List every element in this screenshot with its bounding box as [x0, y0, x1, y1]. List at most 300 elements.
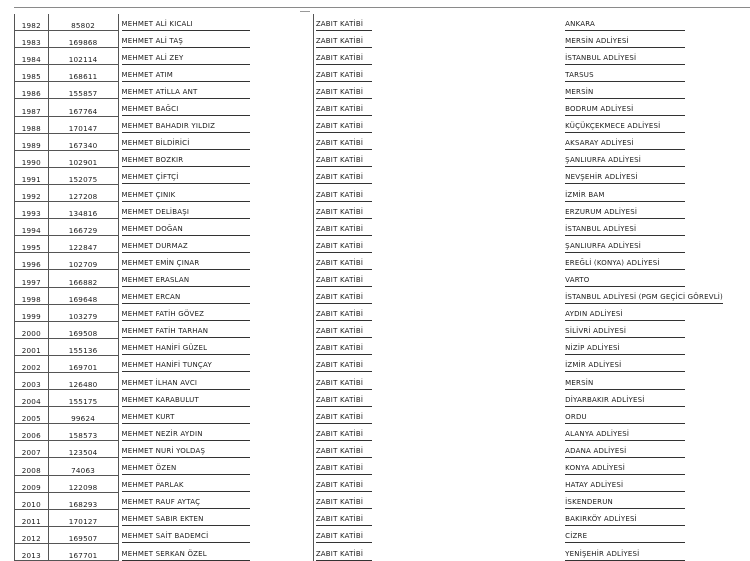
- sicil-number-cell: [48, 219, 118, 236]
- table-row: [15, 475, 750, 492]
- top-rule: [14, 7, 750, 8]
- person-name: MEHMET ALİ KICALI: [122, 20, 250, 31]
- workplace-cell: [563, 338, 749, 355]
- sicil-number: 99624: [71, 414, 96, 424]
- job-title: ZABIT KATİBİ: [316, 173, 372, 184]
- sicil-number-cell: [48, 14, 118, 31]
- workplace-cell: [563, 441, 749, 458]
- sicil-number-cell: [48, 65, 118, 82]
- workplace: AKSARAY ADLİYESİ: [565, 139, 685, 150]
- person-name: MEHMET ATİLLA ANT: [122, 88, 250, 99]
- job-title-cell: [313, 31, 563, 48]
- sicil-number: 169868: [68, 38, 98, 48]
- workplace: İSKENDERUN: [565, 498, 685, 509]
- row-number: 2004: [21, 397, 41, 407]
- sicil-number: 102114: [68, 55, 98, 65]
- person-name: MEHMET BAHADIR YILDIZ: [122, 122, 250, 133]
- workplace: MERSİN ADLİYESİ: [565, 37, 685, 48]
- job-title: ZABIT KATİBİ: [316, 71, 372, 82]
- table-row: [15, 304, 750, 321]
- workplace: KONYA ADLİYESİ: [565, 464, 685, 475]
- workplace-cell: [563, 219, 749, 236]
- table-row: [15, 390, 750, 407]
- sicil-number-cell: [48, 526, 118, 543]
- row-number-cell: [15, 202, 49, 219]
- row-number: 2008: [21, 465, 41, 475]
- person-name-cell: [118, 509, 313, 526]
- person-name: MEHMET NEZİR AYDIN: [122, 430, 250, 441]
- row-number-cell: [15, 14, 49, 31]
- sicil-number-cell: [48, 458, 118, 475]
- person-name-cell: [118, 167, 313, 184]
- job-title-cell: [313, 287, 563, 304]
- row-number-cell: [15, 390, 49, 407]
- sicil-number-cell: [48, 184, 118, 201]
- job-title: ZABIT KATİBİ: [316, 88, 372, 99]
- workplace-cell: [563, 424, 749, 441]
- person-name-cell: [118, 475, 313, 492]
- workplace-cell: [563, 116, 749, 133]
- workplace-cell: [563, 82, 749, 99]
- table-row: [15, 14, 750, 31]
- person-name-cell: [118, 526, 313, 543]
- workplace: CİZRE: [565, 532, 685, 543]
- sicil-number-cell: [48, 99, 118, 116]
- person-name-cell: [118, 31, 313, 48]
- person-name: MEHMET ERCAN: [122, 293, 250, 304]
- row-number: 1987: [21, 106, 41, 116]
- sicil-number: 152075: [68, 174, 98, 184]
- row-number: 1988: [21, 123, 41, 133]
- sicil-number: 126480: [68, 380, 98, 390]
- workplace-cell: [563, 150, 749, 167]
- job-title-cell: [313, 270, 563, 287]
- workplace: ERZURUM ADLİYESİ: [565, 208, 685, 219]
- row-number-cell: [15, 48, 49, 65]
- table-row: [15, 458, 750, 475]
- workplace-cell: [563, 184, 749, 201]
- person-name-cell: [118, 48, 313, 65]
- workplace-cell: [563, 543, 749, 560]
- sicil-number-cell: [48, 167, 118, 184]
- row-number-cell: [15, 424, 49, 441]
- person-name-cell: [118, 372, 313, 389]
- job-title: ZABIT KATİBİ: [316, 515, 372, 526]
- person-name-cell: [118, 202, 313, 219]
- sicil-number-cell: [48, 543, 118, 560]
- person-name-cell: [118, 253, 313, 270]
- workplace: BODRUM ADLİYESİ: [565, 105, 685, 116]
- row-number: 1994: [21, 226, 41, 236]
- table-row: [15, 150, 750, 167]
- job-title-cell: [313, 475, 563, 492]
- sicil-number-cell: [48, 253, 118, 270]
- job-title-cell: [313, 116, 563, 133]
- job-title-cell: [313, 253, 563, 270]
- workplace: İZMİR BAM: [565, 191, 685, 202]
- workplace-cell: [563, 31, 749, 48]
- sicil-number: 127208: [68, 192, 98, 202]
- job-title-cell: [313, 202, 563, 219]
- row-number-cell: [15, 338, 49, 355]
- sicil-number: 134816: [68, 209, 98, 219]
- person-name: MEHMET FATİH GÖVEZ: [122, 310, 250, 321]
- workplace: NEVŞEHİR ADLİYESİ: [565, 173, 685, 184]
- table-row: [15, 492, 750, 509]
- sicil-number-cell: [48, 321, 118, 338]
- row-number: 2012: [21, 533, 41, 543]
- person-name: MEHMET NURİ YOLDAŞ: [122, 447, 250, 458]
- table-row: [15, 509, 750, 526]
- table-row: [15, 65, 750, 82]
- sicil-number: 103279: [68, 311, 98, 321]
- table-row: [15, 253, 750, 270]
- table-row: [15, 355, 750, 372]
- row-number-cell: [15, 509, 49, 526]
- workplace: ORDU: [565, 413, 685, 424]
- table-row: [15, 338, 750, 355]
- person-name: MEHMET DELİBAŞI: [122, 208, 250, 219]
- workplace-cell: [563, 372, 749, 389]
- workplace-cell: [563, 390, 749, 407]
- workplace: DİYARBAKIR ADLİYESİ: [565, 396, 685, 407]
- person-name-cell: [118, 304, 313, 321]
- row-number-cell: [15, 475, 49, 492]
- row-number-cell: [15, 167, 49, 184]
- job-title: ZABIT KATİBİ: [316, 498, 372, 509]
- row-number: 2002: [21, 362, 41, 372]
- sicil-number: 169508: [68, 328, 98, 338]
- table-row: [15, 219, 750, 236]
- sicil-number: 123504: [68, 448, 98, 458]
- row-number-cell: [15, 65, 49, 82]
- person-name-cell: [118, 14, 313, 31]
- table-row: [15, 184, 750, 201]
- person-name-cell: [118, 133, 313, 150]
- row-number-cell: [15, 355, 49, 372]
- person-name-cell: [118, 390, 313, 407]
- row-number-cell: [15, 304, 49, 321]
- row-number-cell: [15, 99, 49, 116]
- person-name: MEHMET ALİ TAŞ: [122, 37, 250, 48]
- job-title: ZABIT KATİBİ: [316, 550, 372, 561]
- person-name: MEHMET RAUF AYTAÇ: [122, 498, 250, 509]
- sicil-number: 170127: [68, 516, 98, 526]
- job-title-cell: [313, 48, 563, 65]
- sicil-number-cell: [48, 82, 118, 99]
- table-row: [15, 99, 750, 116]
- sicil-number: 167764: [68, 106, 98, 116]
- person-name-cell: [118, 458, 313, 475]
- row-number-cell: [15, 82, 49, 99]
- sicil-number: 169648: [68, 294, 98, 304]
- sicil-number: 169507: [68, 533, 98, 543]
- job-title-cell: [313, 372, 563, 389]
- row-number: 1996: [21, 260, 41, 270]
- row-number: 2007: [21, 448, 41, 458]
- workplace: İSTANBUL ADLİYESİ (PGM GEÇİCİ GÖREVLİ): [565, 293, 723, 304]
- workplace-cell: [563, 253, 749, 270]
- job-title-cell: [313, 509, 563, 526]
- workplace-cell: [563, 526, 749, 543]
- table-row: [15, 287, 750, 304]
- sicil-number-cell: [48, 236, 118, 253]
- person-name-cell: [118, 236, 313, 253]
- sicil-number: 166882: [68, 277, 98, 287]
- workplace-cell: [563, 14, 749, 31]
- row-number-cell: [15, 219, 49, 236]
- workplace-cell: [563, 202, 749, 219]
- row-number-cell: [15, 150, 49, 167]
- person-name: MEHMET KARABULUT: [122, 396, 250, 407]
- table-row: [15, 407, 750, 424]
- table-row: [15, 441, 750, 458]
- person-name: MEHMET KURT: [122, 413, 250, 424]
- sicil-number: 167340: [68, 140, 98, 150]
- job-title: ZABIT KATİBİ: [316, 464, 372, 475]
- sicil-number: 102901: [68, 157, 98, 167]
- table-row: [15, 202, 750, 219]
- job-title-cell: [313, 338, 563, 355]
- job-title-cell: [313, 543, 563, 560]
- workplace: EREĞLİ (KONYA) ADLİYESİ: [565, 259, 685, 270]
- row-number-cell: [15, 116, 49, 133]
- sicil-number-cell: [48, 492, 118, 509]
- workplace: TARSUS: [565, 71, 685, 82]
- person-name: MEHMET BİLDİRİCİ: [122, 139, 250, 150]
- row-number: 1983: [21, 38, 41, 48]
- person-name-cell: [118, 270, 313, 287]
- job-title-cell: [313, 407, 563, 424]
- sicil-number-cell: [48, 287, 118, 304]
- sicil-number-cell: [48, 48, 118, 65]
- sicil-number: 158573: [68, 431, 98, 441]
- row-number: 2009: [21, 482, 41, 492]
- workplace: YENİŞEHİR ADLİYESİ: [565, 550, 685, 561]
- workplace-cell: [563, 304, 749, 321]
- job-title-cell: [313, 441, 563, 458]
- row-number-cell: [15, 543, 49, 560]
- top-rule-mark: [300, 11, 310, 12]
- row-number-cell: [15, 492, 49, 509]
- job-title: ZABIT KATİBİ: [316, 327, 372, 338]
- table-row: [15, 82, 750, 99]
- person-name-cell: [118, 116, 313, 133]
- row-number: 1999: [21, 311, 41, 321]
- workplace-cell: [563, 270, 749, 287]
- workplace-cell: [563, 236, 749, 253]
- sicil-number-cell: [48, 338, 118, 355]
- workplace-cell: [563, 458, 749, 475]
- person-name: MEHMET BOZKIR: [122, 156, 250, 167]
- job-title-cell: [313, 390, 563, 407]
- workplace-cell: [563, 321, 749, 338]
- workplace-cell: [563, 287, 749, 304]
- workplace-cell: [563, 509, 749, 526]
- row-number: 2010: [21, 499, 41, 509]
- workplace: ŞANLIURFA ADLİYESİ: [565, 156, 685, 167]
- sicil-number-cell: [48, 509, 118, 526]
- workplace-cell: [563, 492, 749, 509]
- job-title: ZABIT KATİBİ: [316, 379, 372, 390]
- sicil-number-cell: [48, 441, 118, 458]
- workplace: ANKARA: [565, 20, 685, 31]
- job-title-cell: [313, 65, 563, 82]
- sicil-number-cell: [48, 202, 118, 219]
- person-name: MEHMET FATİH TARHAN: [122, 327, 250, 338]
- sicil-number-cell: [48, 424, 118, 441]
- workplace: İZMİR ADLİYESİ: [565, 361, 685, 372]
- job-title-cell: [313, 492, 563, 509]
- sicil-number: 170147: [68, 123, 98, 133]
- row-number: 2003: [21, 380, 41, 390]
- row-number: 2005: [21, 414, 41, 424]
- row-number: 1998: [21, 294, 41, 304]
- job-title: ZABIT KATİBİ: [316, 225, 372, 236]
- person-name: MEHMET ERASLAN: [122, 276, 250, 287]
- job-title-cell: [313, 304, 563, 321]
- row-number: 2006: [21, 431, 41, 441]
- row-number-cell: [15, 184, 49, 201]
- table-row: [15, 543, 750, 560]
- job-title-cell: [313, 167, 563, 184]
- person-name: MEHMET SERKAN ÖZEL: [122, 550, 250, 561]
- workplace: SİLİVRİ ADLİYESİ: [565, 327, 685, 338]
- sicil-number-cell: [48, 304, 118, 321]
- job-title: ZABIT KATİBİ: [316, 105, 372, 116]
- row-number: 2013: [21, 551, 41, 560]
- row-number: 1992: [21, 192, 41, 202]
- row-number-cell: [15, 31, 49, 48]
- workplace: AYDIN ADLİYESİ: [565, 310, 685, 321]
- row-number-cell: [15, 407, 49, 424]
- sicil-number: 102709: [68, 260, 98, 270]
- table-row: [15, 116, 750, 133]
- workplace: VARTO: [565, 276, 685, 287]
- workplace-cell: [563, 48, 749, 65]
- person-name: MEHMET ÖZEN: [122, 464, 250, 475]
- person-name-cell: [118, 424, 313, 441]
- sicil-number: 155857: [68, 89, 98, 99]
- row-number-cell: [15, 253, 49, 270]
- job-title: ZABIT KATİBİ: [316, 122, 372, 133]
- row-number: 1995: [21, 243, 41, 253]
- row-number: 2000: [21, 328, 41, 338]
- row-number-cell: [15, 270, 49, 287]
- row-number-cell: [15, 321, 49, 338]
- row-number-cell: [15, 236, 49, 253]
- job-title: ZABIT KATİBİ: [316, 191, 372, 202]
- row-number: 2011: [21, 516, 41, 526]
- workplace-cell: [563, 65, 749, 82]
- sicil-number-cell: [48, 133, 118, 150]
- job-title: ZABIT KATİBİ: [316, 156, 372, 167]
- person-name: MEHMET İLHAN AVCI: [122, 379, 250, 390]
- person-name-cell: [118, 65, 313, 82]
- row-number: 1984: [21, 55, 41, 65]
- table-row: [15, 48, 750, 65]
- workplace-cell: [563, 475, 749, 492]
- row-number: 1997: [21, 277, 41, 287]
- person-name-cell: [118, 150, 313, 167]
- person-name-cell: [118, 82, 313, 99]
- job-title-cell: [313, 458, 563, 475]
- sicil-number-cell: [48, 390, 118, 407]
- job-title: ZABIT KATİBİ: [316, 37, 372, 48]
- table-row: [15, 31, 750, 48]
- sicil-number-cell: [48, 372, 118, 389]
- row-number: 1985: [21, 72, 41, 82]
- table-row: [15, 270, 750, 287]
- row-number-cell: [15, 287, 49, 304]
- sicil-number-cell: [48, 355, 118, 372]
- job-title: ZABIT KATİBİ: [316, 208, 372, 219]
- row-number-cell: [15, 372, 49, 389]
- row-number: 2001: [21, 345, 41, 355]
- workplace: ADANA ADLİYESİ: [565, 447, 685, 458]
- sicil-number: 122098: [68, 482, 98, 492]
- sicil-number-cell: [48, 270, 118, 287]
- table-row: [15, 372, 750, 389]
- sicil-number: 168293: [68, 499, 98, 509]
- job-title-cell: [313, 236, 563, 253]
- workplace: NİZİP ADLİYESİ: [565, 344, 685, 355]
- row-number-cell: [15, 133, 49, 150]
- person-name-cell: [118, 543, 313, 560]
- row-number: 1982: [21, 21, 41, 31]
- job-title-cell: [313, 133, 563, 150]
- person-name: MEHMET ATIM: [122, 71, 250, 82]
- job-title-cell: [313, 219, 563, 236]
- workplace: ŞANLIURFA ADLİYESİ: [565, 242, 685, 253]
- job-title-cell: [313, 14, 563, 31]
- job-title: ZABIT KATİBİ: [316, 361, 372, 372]
- job-title: ZABIT KATİBİ: [316, 310, 372, 321]
- job-title: ZABIT KATİBİ: [316, 20, 372, 31]
- person-name: MEHMET ÇİFTÇİ: [122, 173, 250, 184]
- row-number: 1986: [21, 89, 41, 99]
- workplace-cell: [563, 99, 749, 116]
- sicil-number-cell: [48, 407, 118, 424]
- person-name: MEHMET DURMAZ: [122, 242, 250, 253]
- person-name: MEHMET DOĞAN: [122, 225, 250, 236]
- job-title: ZABIT KATİBİ: [316, 413, 372, 424]
- person-name: MEHMET HANİFİ TUNÇAY: [122, 361, 250, 372]
- row-number: 1993: [21, 209, 41, 219]
- table-row: [15, 133, 750, 150]
- table-row: [15, 526, 750, 543]
- job-title-cell: [313, 526, 563, 543]
- person-name-cell: [118, 355, 313, 372]
- workplace: ALANYA ADLİYESİ: [565, 430, 685, 441]
- job-title: ZABIT KATİBİ: [316, 242, 372, 253]
- person-name: MEHMET ÇINIK: [122, 191, 250, 202]
- person-name-cell: [118, 321, 313, 338]
- job-title: ZABIT KATİBİ: [316, 54, 372, 65]
- person-name: MEHMET BAĞCI: [122, 105, 250, 116]
- row-number-cell: [15, 458, 49, 475]
- job-title-cell: [313, 99, 563, 116]
- job-title: ZABIT KATİBİ: [316, 481, 372, 492]
- sicil-number-cell: [48, 475, 118, 492]
- sicil-number: 122847: [68, 243, 98, 253]
- job-title-cell: [313, 321, 563, 338]
- sicil-number-cell: [48, 31, 118, 48]
- row-number-cell: [15, 441, 49, 458]
- person-name: MEHMET PARLAK: [122, 481, 250, 492]
- person-name-cell: [118, 407, 313, 424]
- job-title-cell: [313, 82, 563, 99]
